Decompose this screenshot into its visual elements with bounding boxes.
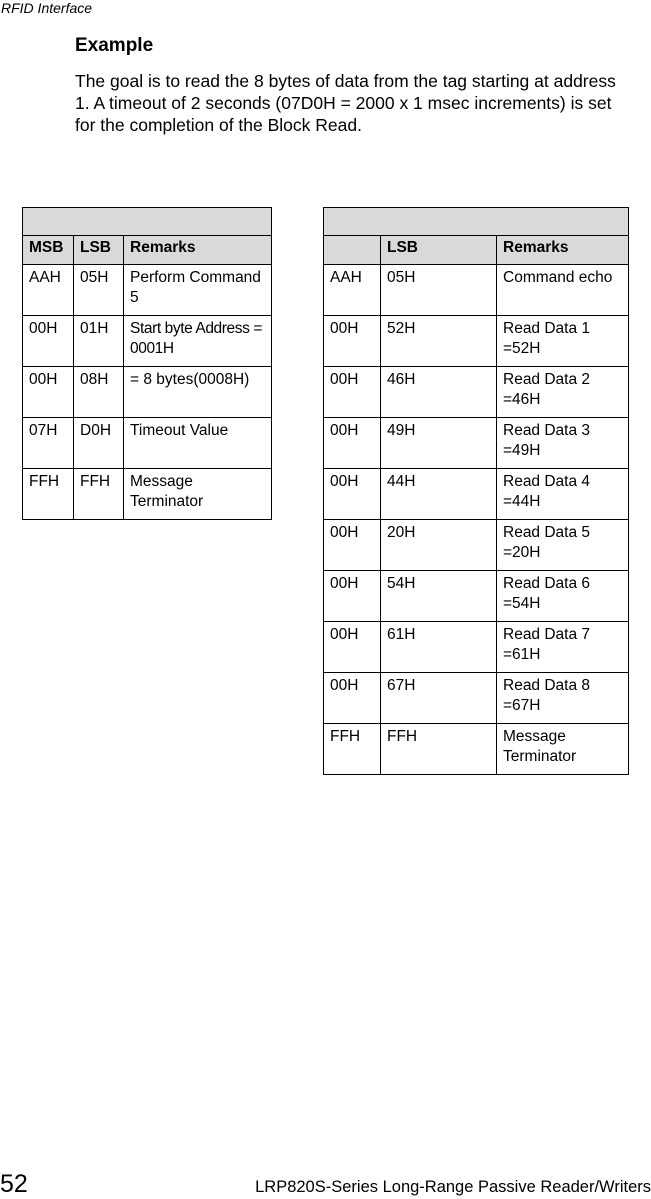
- response-table-title-row: [324, 208, 629, 236]
- table-cell: D0H: [74, 418, 124, 469]
- table-row: [324, 571, 629, 622]
- table-cell: 20H: [381, 520, 497, 571]
- table-cell: 01H: [74, 316, 124, 367]
- table-cell: Read Data 5 =20H: [497, 520, 629, 571]
- command-table-header-row: [23, 236, 272, 265]
- table-cell: 00H: [324, 571, 381, 622]
- table-cell: 00H: [23, 316, 74, 367]
- table-cell: 05H: [381, 265, 497, 316]
- table-row: [324, 367, 629, 418]
- table-cell: 61H: [381, 622, 497, 673]
- table-cell: Read Data 1 =52H: [497, 316, 629, 367]
- running-header: RFID Interface: [1, 0, 93, 16]
- table-cell: Message Terminator: [497, 724, 629, 775]
- response-table-title: [324, 208, 629, 236]
- table-cell: FFH: [23, 469, 74, 520]
- table-cell: AAH: [23, 265, 74, 316]
- table-row: [324, 622, 629, 673]
- table-cell: 05H: [74, 265, 124, 316]
- table-cell: = 8 bytes(0008H): [124, 367, 272, 418]
- table-cell: 54H: [381, 571, 497, 622]
- table-row: [23, 469, 272, 520]
- table-cell: 00H: [324, 418, 381, 469]
- table-cell: Message Terminator: [124, 469, 272, 520]
- table-row: [23, 418, 272, 469]
- table-cell: AAH: [324, 265, 381, 316]
- table-cell: 08H: [74, 367, 124, 418]
- column-header-remarks: Remarks: [124, 236, 272, 265]
- table-cell: Read Data 2 =46H: [497, 367, 629, 418]
- table-cell: Read Data 6 =54H: [497, 571, 629, 622]
- table-row: [23, 367, 272, 418]
- response-table: [323, 207, 629, 775]
- table-row: [324, 265, 629, 316]
- table-row: [324, 520, 629, 571]
- column-header-lsb: LSB: [381, 236, 497, 265]
- table-cell: Read Data 3 =49H: [497, 418, 629, 469]
- table-cell: Command echo: [497, 265, 629, 316]
- table-row: [23, 265, 272, 316]
- table-cell: Read Data 8 =67H: [497, 673, 629, 724]
- table-cell: 00H: [324, 469, 381, 520]
- command-table: [22, 207, 272, 520]
- table-row: [324, 673, 629, 724]
- table-cell: 00H: [324, 316, 381, 367]
- response-table-header-row: [324, 236, 629, 265]
- table-cell: 00H: [324, 520, 381, 571]
- column-header-lsb: LSB: [74, 236, 124, 265]
- column-header-remarks: Remarks: [497, 236, 629, 265]
- table-cell: 52H: [381, 316, 497, 367]
- command-table-title: [23, 208, 272, 236]
- table-cell: Timeout Value: [124, 418, 272, 469]
- table-cell: FFH: [324, 724, 381, 775]
- table-row: [324, 469, 629, 520]
- table-cell: Read Data 7 =61H: [497, 622, 629, 673]
- column-header-msb: MSB: [23, 236, 74, 265]
- table-cell: 00H: [324, 367, 381, 418]
- table-cell: FFH: [74, 469, 124, 520]
- table-row: [23, 316, 272, 367]
- section-heading: Example: [75, 35, 154, 56]
- table-row: [324, 316, 629, 367]
- table-cell: 44H: [381, 469, 497, 520]
- column-header-blank: [324, 236, 381, 265]
- table-row: [324, 418, 629, 469]
- document-title: LRP820S-Series Long-Range Passive Reader/Writers: [255, 1178, 651, 1196]
- table-cell: 00H: [23, 367, 74, 418]
- table-cell: 00H: [324, 673, 381, 724]
- table-cell: FFH: [381, 724, 497, 775]
- table-cell: 46H: [381, 367, 497, 418]
- table-cell: 07H: [23, 418, 74, 469]
- table-cell: Start byte Address = 0001H: [124, 316, 272, 367]
- table-cell: 00H: [324, 622, 381, 673]
- table-cell: Perform Command 5: [124, 265, 272, 316]
- table-cell: 49H: [381, 418, 497, 469]
- table-cell: Read Data 4 =44H: [497, 469, 629, 520]
- table-row: [324, 724, 629, 775]
- page-number: 52: [0, 1170, 28, 1198]
- body-paragraph: The goal is to read the 8 bytes of data from the tag starting at address 1. A timeout of 2 seconds (07D0H = 2000 x 1 msec increments) is set for the completion of the Block Read.: [75, 71, 616, 135]
- command-table-title-row: [23, 208, 272, 236]
- table-cell: 67H: [381, 673, 497, 724]
